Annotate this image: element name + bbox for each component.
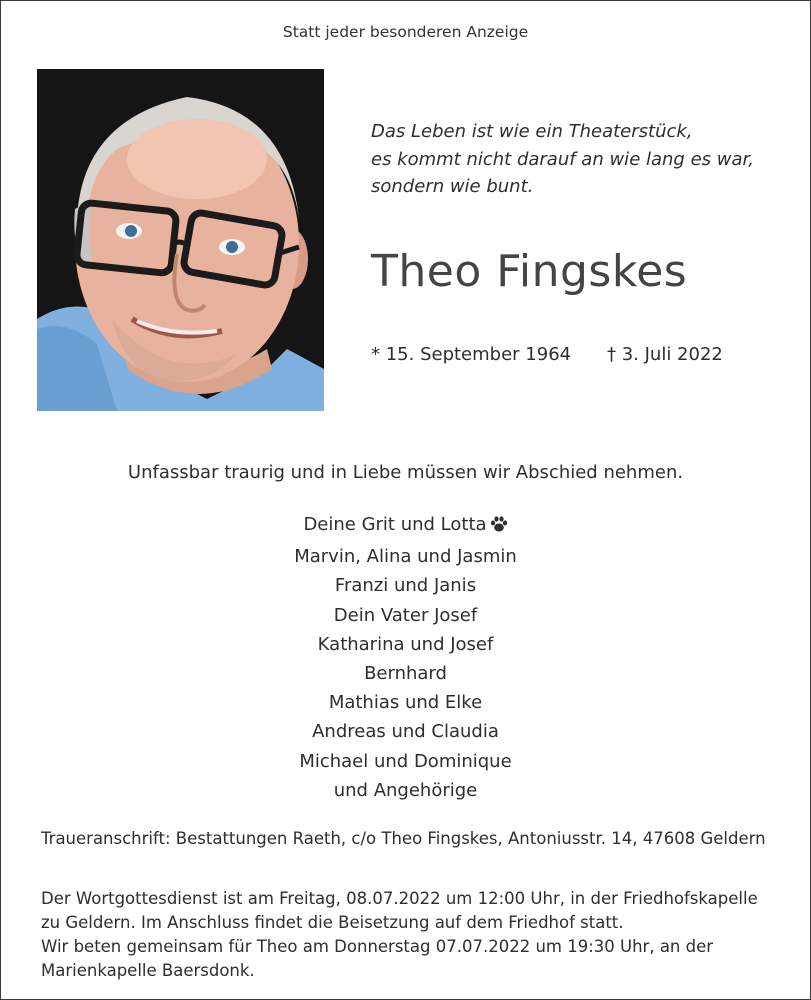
quote bbox=[371, 118, 754, 201]
deceased-name: Theo Fingskes bbox=[371, 246, 688, 297]
paw-print-icon bbox=[490, 513, 508, 542]
mourners-list bbox=[1, 510, 810, 805]
service-line: Marienkapelle Baersdonk. bbox=[41, 961, 255, 980]
mourner-line: Bernhard bbox=[364, 663, 447, 685]
mourner-line: Marvin, Alina und Jasmin bbox=[294, 546, 517, 568]
service-line: zu Geldern. Im Anschluss findet die Beisetzung auf dem Friedhof statt. bbox=[41, 913, 624, 932]
mourner-line: Dein Vater Josef bbox=[333, 604, 478, 626]
condolence-address: Traueranschrift: Bestattungen Raeth, c/o Theo Fingskes, Antoniusstr. 14, 47608 Geldern bbox=[41, 829, 766, 848]
notice-headline: Statt jeder besonderen Anzeige bbox=[282, 23, 529, 41]
death-date: † 3. Juli 2022 bbox=[607, 344, 723, 365]
portrait-photo bbox=[37, 69, 324, 411]
service-info bbox=[41, 887, 758, 983]
portrait-image bbox=[37, 69, 324, 411]
mourner-line: Andreas und Claudia bbox=[312, 721, 499, 743]
quote-line: es kommt nicht darauf an wie lang es war, bbox=[371, 148, 754, 170]
quote-line: Das Leben ist wie ein Theaterstück, bbox=[371, 121, 693, 142]
mourner-line: Katharina und Josef bbox=[317, 633, 494, 655]
birth-date: * 15. September 1964 bbox=[371, 344, 572, 365]
service-line: Der Wortgottesdienst ist am Freitag, 08.07.2022 um 12:00 Uhr, in der Friedhofskapelle bbox=[41, 889, 758, 908]
mourner-line: und Angehörige bbox=[333, 779, 478, 801]
mourner-line: Michael und Dominique bbox=[299, 750, 512, 772]
mourner-line: Franzi und Janis bbox=[334, 575, 477, 597]
mourner-line bbox=[1, 510, 810, 542]
quote-line: sondern wie bunt. bbox=[371, 176, 534, 197]
farewell-text: Unfassbar traurig und in Liebe müssen wir Abschied nehmen. bbox=[127, 462, 684, 483]
mourner-name: Deine Grit und Lotta bbox=[303, 514, 487, 535]
service-line: Wir beten gemeinsam für Theo am Donnerstag 07.07.2022 um 19:30 Uhr, an der bbox=[41, 937, 714, 956]
mourner-line: Mathias und Elke bbox=[328, 692, 483, 714]
